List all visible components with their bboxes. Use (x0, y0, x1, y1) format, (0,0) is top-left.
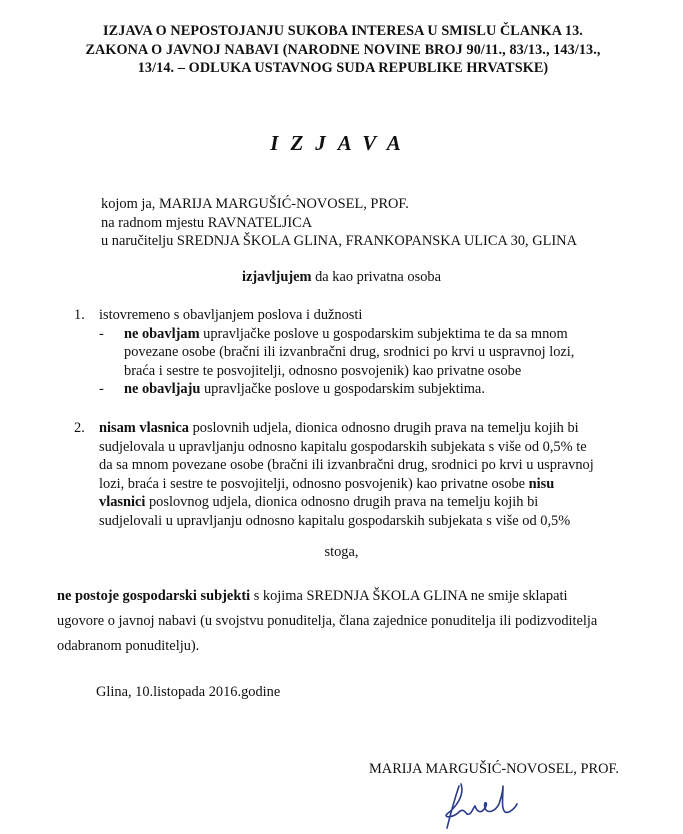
stoga-text: stoga, (324, 544, 359, 560)
heading-line-1: IZJAVA O NEPOSTOJANJU SUKOBA INTERESA U SMISLU ČLANKA 13. (103, 23, 583, 39)
item-2-line-1-rest: poslovnih udjela, dionica odnosno drugih prava na temelju kojih bi (188, 420, 579, 436)
sub-item-2-rest: upravljačke poslove u gospodarskim subjektima. (200, 381, 485, 398)
item-2-bold-1: nisam vlasnica (99, 420, 189, 436)
sub-item-1-line-3: braća i sestre te posvojitelji, odnosno posvojenik) kao privatne osobe (124, 362, 522, 379)
item-1-number: 1. (74, 307, 85, 323)
conclusion-line-1 (57, 584, 597, 609)
item-2-line-6: sudjelovali u upravljanju odnosno kapitalu gospodarskih subjekata s više od 0,5% (99, 512, 571, 529)
item-2-line-4 (99, 475, 594, 494)
sub-item-1-line-2: povezane osobe (bračni ili izvanbračni drug, srodnici po krvi u uspravnoj lozi, (124, 344, 575, 361)
item-2-bold-2: nisu (528, 475, 555, 492)
sub-item-1-line-1-rest: upravljačke poslove u gospodarskim subjektima te da sa mnom (199, 325, 568, 342)
item-2-line-4-pre: lozi, braća i sestre te posvojitelji, odnosno posvojenik) kao privatne osobe (99, 475, 529, 492)
sub-item-1-bold: ne obavljam (124, 325, 200, 342)
conclusion-line-3: odabranom ponuditelju). (57, 638, 200, 654)
conclusion-line-1-rest: s kojima SREDNJA ŠKOLA GLINA ne smije sklapati (250, 588, 568, 604)
sub-item-2-dash: - (99, 381, 104, 398)
conclusion-bold: ne postoje gospodarski subjekti (57, 588, 251, 604)
intro-block (101, 195, 577, 251)
document-title: IZJAVA (270, 131, 413, 155)
document-heading (40, 22, 646, 78)
item-2-line-2: sudjelovala u upravljanju odnosno kapitalu gospodarskih subjekata s više od 0,5% te (99, 438, 587, 455)
item-2-line-5 (99, 493, 594, 512)
item-2-number: 2. (74, 420, 85, 436)
sub-item-2-bold: ne obavljaju (124, 381, 201, 398)
sub-item-2-line (124, 380, 485, 399)
declaration-rest: da kao privatna osoba (311, 269, 441, 285)
item-1-text: istovremeno s obavljanjem poslova i dužnosti (99, 307, 363, 323)
item-2-line-1 (99, 419, 594, 438)
declaration-bold: izjavljujem (241, 269, 312, 285)
intro-line-2: na radnom mjestu RAVNATELJICA (101, 214, 313, 231)
sub-item-1-dash: - (99, 325, 104, 342)
heading-line-2: ZAKONA O JAVNOJ NABAVI (NARODNE NOVINE BROJ 90/11., 83/13., 143/13., (85, 41, 601, 58)
intro-line-3: u naručitelju SREDNJA ŠKOLA GLINA, FRANKOPANSKA ULICA 30, GLINA (101, 233, 577, 249)
item-2-line-3: da sa mnom povezane osobe (bračni ili izvanbračni drug, srodnici po krvi u uspravnoj (99, 457, 594, 474)
declaration-line (0, 269, 683, 286)
heading-line-3: 13/14. – ODLUKA USTAVNOG SUDA REPUBLIKE HRVATSKE) (137, 60, 549, 76)
item-2-bold-3: vlasnici (99, 494, 146, 511)
signature-icon (425, 778, 535, 834)
signer-name: MARIJA MARGUŠIĆ-NOVOSEL, PROF. (369, 761, 619, 777)
item-2-line-5-rest: poslovnog udjela, dionica odnosno drugih prava na temelju kojih bi (145, 494, 539, 511)
intro-line-1: kojom ja, MARIJA MARGUŠIĆ-NOVOSEL, PROF. (101, 196, 409, 212)
conclusion-block (57, 584, 597, 659)
sub-item-1-line-1 (124, 325, 574, 344)
date-place: Glina, 10.listopada 2016.godine (96, 684, 281, 700)
conclusion-line-2: ugovore o javnoj nabavi (u svojstvu ponuditelja, člana zajednice ponuditelja ili podizvoditelja (57, 613, 598, 629)
